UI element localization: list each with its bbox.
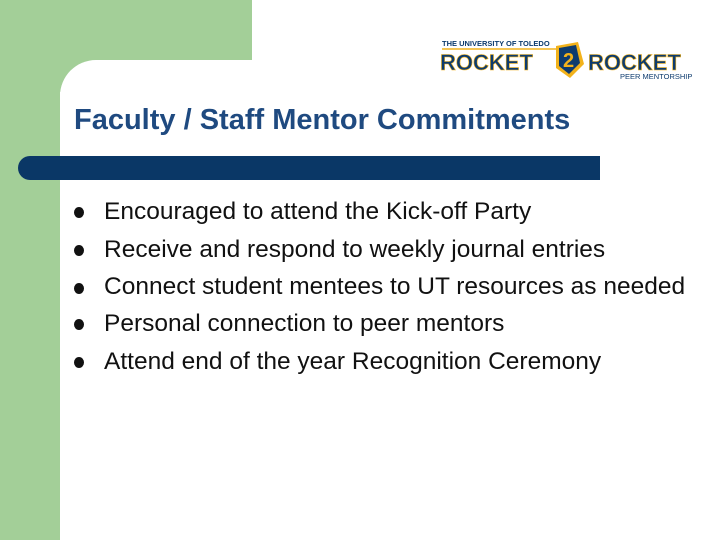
bullet-list xyxy=(74,193,694,381)
bullet-item xyxy=(74,231,694,269)
bullet-dot-icon xyxy=(74,245,84,256)
bullet-text: Personal connection to peer mentors xyxy=(104,310,505,337)
rocket2rocket-logo xyxy=(438,38,700,82)
logo-sub-text: PEER MENTORSHIP xyxy=(620,72,693,81)
logo-word-left: ROCKET xyxy=(440,50,533,75)
bullet-item xyxy=(74,343,694,381)
slide-title: Faculty / Staff Mentor Commitments xyxy=(74,104,571,136)
logo-top-text: THE UNIVERSITY OF TOLEDO xyxy=(442,39,550,48)
bullet-dot-icon xyxy=(74,207,84,218)
bullet-text: Encouraged to attend the Kick-off Party xyxy=(104,198,532,225)
logo-number: 2 xyxy=(563,50,575,72)
logo-number-badge xyxy=(556,42,584,78)
title-underline-bar xyxy=(18,156,600,180)
bullet-text: Attend end of the year Recognition Ceremony xyxy=(104,348,602,375)
logo-word-right: ROCKET xyxy=(588,50,681,75)
bullet-text: Receive and respond to weekly journal entries xyxy=(104,236,606,263)
bullet-dot-icon xyxy=(74,357,84,368)
bullet-dot-icon xyxy=(74,319,84,330)
bullet-item xyxy=(74,305,694,343)
bullet-text: Connect student mentees to UT resources as needed xyxy=(104,273,686,300)
bullet-dot-icon xyxy=(74,283,84,294)
bullet-item xyxy=(74,193,694,231)
bullet-item xyxy=(74,269,694,305)
